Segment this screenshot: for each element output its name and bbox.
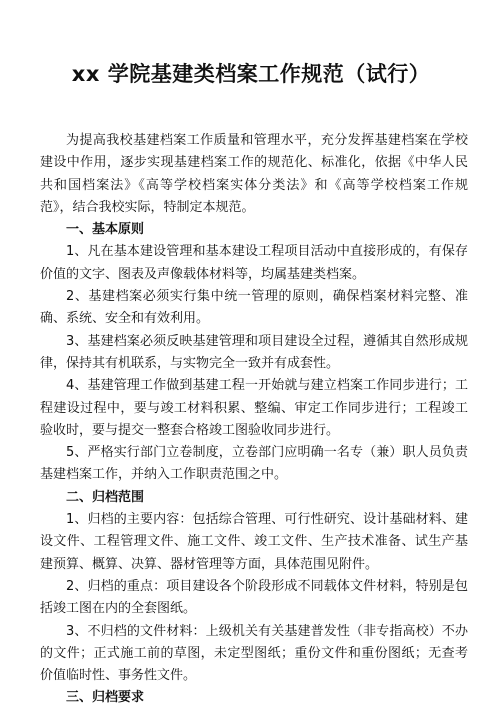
document-title: xx 学院基建类档案工作规范（试行） [71, 62, 431, 86]
section-heading-scope: 二、归档范围 [66, 489, 145, 505]
scope-paragraph: 2、归档的重点：项目建设各个阶段形成不同载体文件材料，特别是包括竣工图在内的全套图纸。 [40, 578, 468, 617]
section-heading-requirements: 三、归档要求 [66, 690, 145, 706]
principle-paragraph: 5、严格实行部门立卷制度，立卷部门应明确一名专（兼）职人员负责基建档案工作，并纳入工作职责范围之中。 [40, 445, 468, 483]
section-heading-principles: 一、基本原则 [66, 222, 145, 238]
scope-paragraph: 3、不归档的文件材料：上级机关有关基建普发性（非专指高校）不办的文件；正式施工前的草图，未定型图纸；重份文件和重份图纸；无查考价值临时性、事务性文件。 [40, 623, 468, 684]
scope-paragraph: 1、归档的主要内容：包括综合管理、可行性研究、设计基础材料、建设文件、工程管理文件、施工文件、竣工文件、生产技术准备、试生产基建预算、概算、决算、器材管理等方面，具体范围见附件。 [40, 512, 468, 572]
principle-paragraph: 3、基建档案必须反映基建管理和项目建设全过程，遵循其自然形成规律，保持其有机联系，与实物完全一致并有成套性。 [40, 333, 468, 371]
principle-paragraph: 4、基建管理工作做到基建工程一开始就与建立档案工作同步进行；工程建设过程中，要与竣工材料积累、整编、审定工作同步进行；工程竣工验收时，要与提交一整套合格竣工图验收同步进行。 [40, 378, 468, 438]
principle-paragraph: 1、凡在基本建设管理和基本建设工程项目活动中直接形成的，有保存价值的文字、图表及声像载体材料等，均属基建类档案。 [40, 244, 468, 282]
intro-paragraph: 为提高我校基建档案工作质量和管理水平，充分发挥基建档案在学校建设中作用，逐步实现基建档案工作的规范化、标准化，依据《中华人民共和国档案法》《高等学校档案实体分类法》和《高等学校档案工作规范》，结合我校实际，特制定本规范。 [40, 133, 468, 215]
principle-paragraph: 2、基建档案必须实行集中统一管理的原则，确保档案材料完整、准确、系统、安全和有效利用。 [40, 289, 468, 327]
document-body [40, 130, 468, 710]
